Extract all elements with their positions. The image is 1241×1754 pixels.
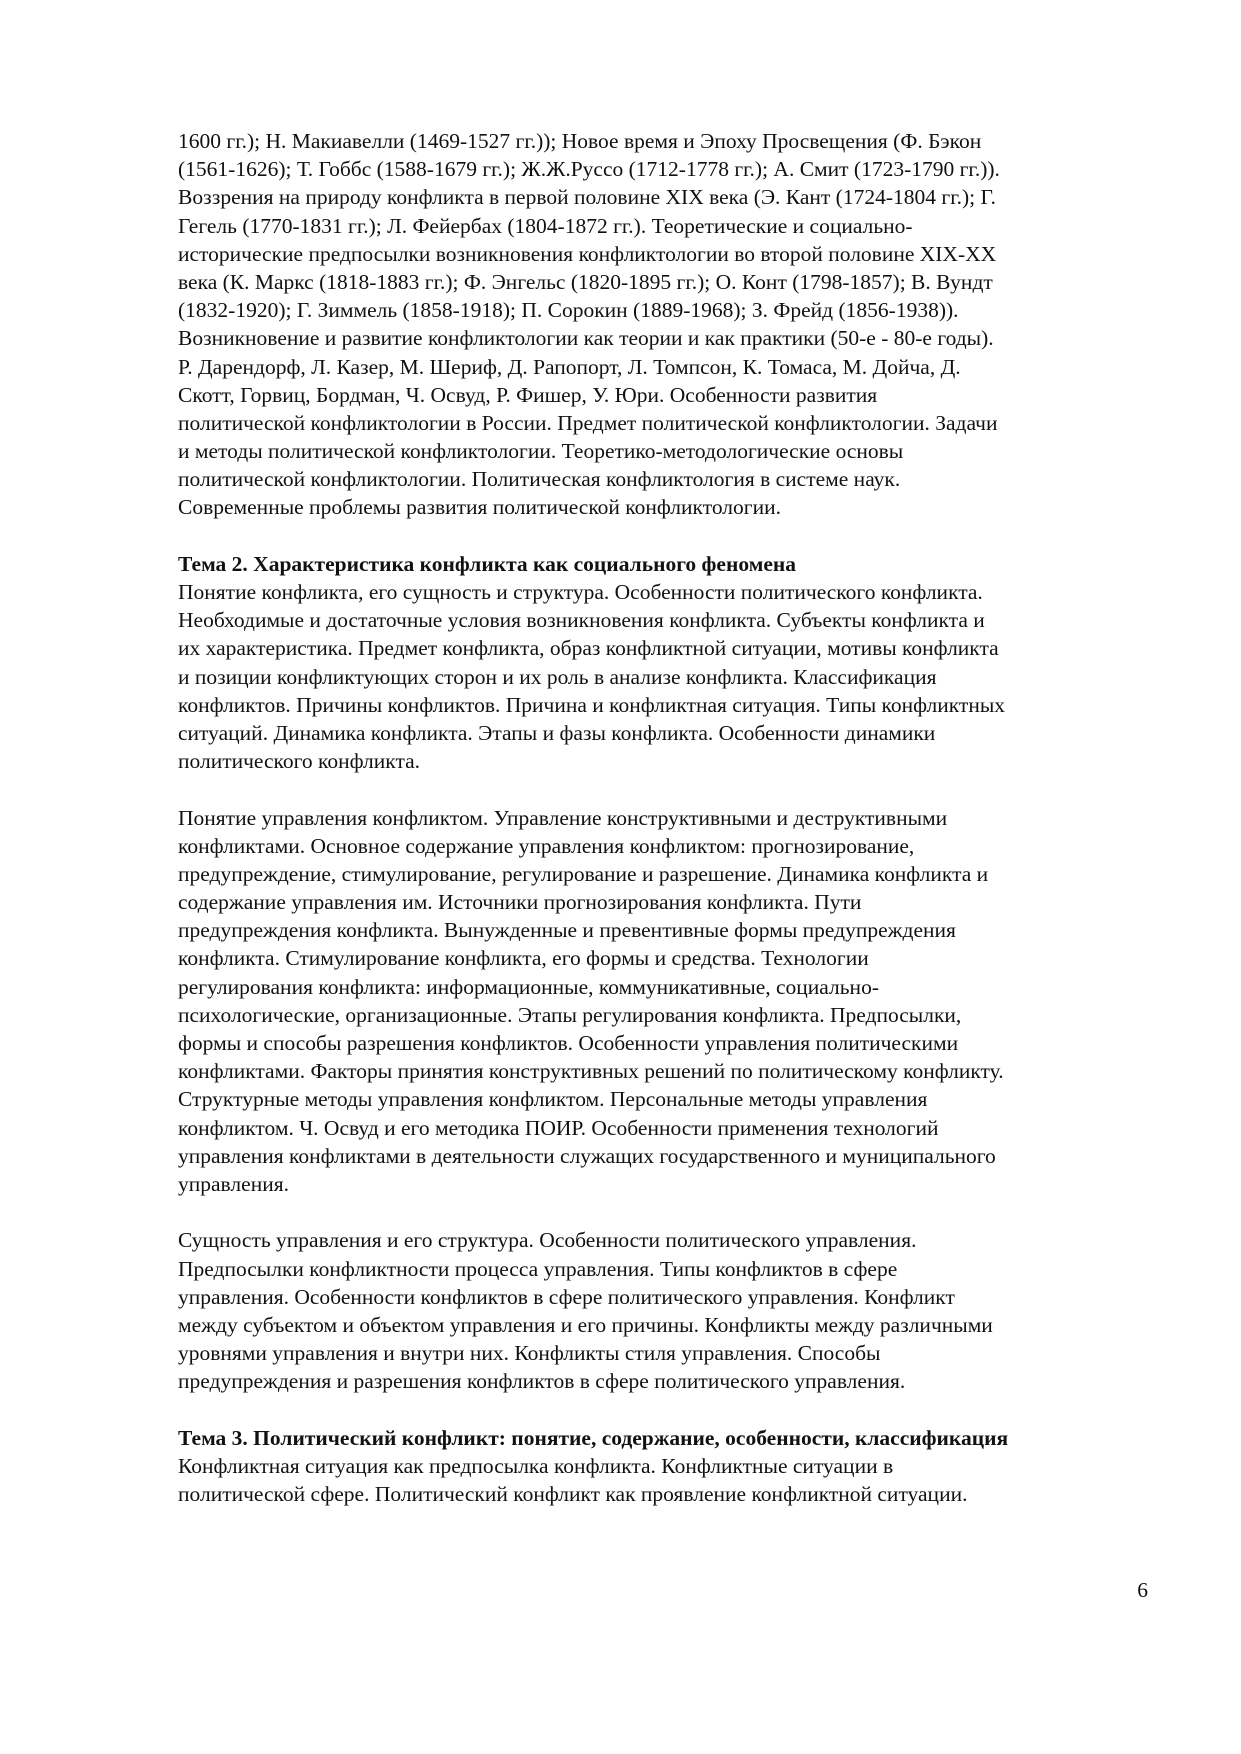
text-line: политической конфликтологии. Политическая конфликтология в системе наук. [178, 467, 901, 492]
text-line: конфликтами. Факторы принятия конструктивных решений по политическому конфликту. [178, 1059, 1004, 1084]
text-line: и позиции конфликтующих сторон и их роль в анализе конфликта. Классификация [178, 664, 937, 689]
paragraph-spacer [178, 775, 1168, 803]
text-line: предупреждения и разрешения конфликтов в сфере политического управления. [178, 1369, 906, 1394]
paragraph [178, 1452, 1168, 1508]
paragraph [178, 127, 1168, 522]
text-line: Сущность управления и его структура. Особенности политического управления. [178, 1228, 917, 1253]
text-line: Современные проблемы развития политической конфликтологии. [178, 495, 781, 520]
text-line: конфликтами. Основное содержание управления конфликтом: прогнозирование, [178, 833, 915, 858]
text-line: управления. [178, 1171, 289, 1196]
text-line: и методы политической конфликтологии. Теоретико-методологические основы [178, 439, 904, 464]
text-line: Понятие конфликта, его сущность и структура. Особенности политического конфликта. [178, 580, 983, 604]
text-line: их характеристика. Предмет конфликта, образ конфликтной ситуации, мотивы конфликта [178, 636, 999, 661]
text-line: Структурные методы управления конфликтом. Персональные методы управления [178, 1087, 928, 1112]
text-line: Тема 3. Политический конфликт: понятие, содержание, особенности, классификация [178, 1425, 1009, 1450]
text-line: предупреждение, стимулирование, регулирование и разрешение. Динамика конфликта и [178, 861, 989, 886]
paragraph [178, 1226, 1168, 1395]
text-line: управления конфликтами в деятельности служащих государственного и муниципального [178, 1143, 996, 1168]
text-line: Гегель (1770-1831 гг.); Л. Фейербах (1804-1872 гг.). Теоретические и социально- [178, 213, 913, 238]
paragraph [178, 804, 1168, 1199]
text-line: (1561-1626); Т. Гоббс (1588-1679 гг.); Ж.Ж.Руссо (1712-1778 гг.); А. Смит (1723-1790 гг.)). [178, 157, 1000, 182]
text-line: политической конфликтологии в России. Предмет политической конфликтологии. Задачи [178, 410, 998, 435]
text-line: между субъектом и объектом управления и его причины. Конфликты между различными [178, 1312, 993, 1337]
text-line: содержание управления им. Источники прогнозирования конфликта. Пути [178, 890, 862, 915]
text-line: конфликтов. Причины конфликтов. Причина и конфликтная ситуация. Типы конфликтных [178, 692, 1006, 717]
text-line: психологические, организационные. Этапы регулирования конфликта. Предпосылки, [178, 1002, 962, 1027]
paragraph-spacer [178, 1395, 1168, 1423]
text-line: политической сфере. Политический конфликт как проявление конфликтной ситуации. [178, 1482, 968, 1506]
text-line: формы и способы разрешения конфликтов. Особенности управления политическими [178, 1031, 959, 1055]
paragraph-spacer [178, 1198, 1168, 1226]
text-line: Возникновение и развитие конфликтологии как теории и как практики (50-е - 80-е годы). [178, 326, 994, 351]
text-line: политического конфликта. [178, 749, 421, 774]
text-line: Скотт, Горвиц, Бордман, Ч. Освуд, Р. Фишер, У. Юри. Особенности развития [178, 382, 878, 407]
text-line: Конфликтная ситуация как предпосылка конфликта. Конфликтные ситуации в [178, 1453, 894, 1478]
paragraph-spacer [178, 522, 1168, 550]
section-heading [178, 550, 1168, 578]
text-line: Необходимые и достаточные условия возникновения конфликта. Субъекты конфликта и [178, 608, 985, 633]
text-line: конфликта. Стимулирование конфликта, его формы и средства. Технологии [178, 946, 869, 971]
text-line: регулирования конфликта: информационные, коммуникативные, социально- [178, 974, 879, 999]
text-line: Воззрения на природу конфликта в первой половине XIX века (Э. Кант (1724-1804 гг.); Г. [178, 185, 996, 210]
text-line: уровнями управления и внутри них. Конфликты стиля управления. Способы [178, 1341, 881, 1366]
text-line: ситуаций. Динамика конфликта. Этапы и фазы конфликта. Особенности динамики [178, 720, 936, 745]
section-heading [178, 1424, 1168, 1452]
text-line: предупреждения конфликта. Вынужденные и превентивные формы предупреждения [178, 918, 956, 943]
text-line: Р. Дарендорф, Л. Казер, М. Шериф, Д. Рапопорт, Л. Томпсон, К. Томаса, М. Дойча, Д. [178, 354, 961, 379]
text-line: 1600 гг.); Н. Макиавелли (1469-1527 гг.)); Новое время и Эпоху Просвещения (Ф. Бэкон [178, 129, 982, 153]
page-number: 6 [1137, 1578, 1148, 1602]
text-line: (1832-1920); Г. Зиммель (1858-1918); П. Сорокин (1889-1968); З. Фрейд (1856-1938)). [178, 298, 959, 323]
text-line: управления. Особенности конфликтов в сфере политического управления. Конфликт [178, 1284, 955, 1309]
text-line: Предпосылки конфликтности процесса управления. Типы конфликтов в сфере [178, 1256, 898, 1281]
paragraph [178, 578, 1168, 775]
text-line: конфликтом. Ч. Освуд и его методика ПОИР. Особенности применения технологий [178, 1115, 939, 1140]
text-line: исторические предпосылки возникновения конфликтологии во второй половине XIX-XX [178, 241, 997, 266]
text-line: века (К. Маркс (1818-1883 гг.); Ф. Энгельс (1820-1895 гг.); О. Конт (1798-1857); В. Вундт [178, 269, 993, 294]
document-body [178, 127, 1168, 1508]
text-line: Тема 2. Характеристика конфликта как социального феномена [178, 551, 797, 576]
text-line: Понятие управления конфликтом. Управление конструктивными и деструктивными [178, 805, 948, 830]
